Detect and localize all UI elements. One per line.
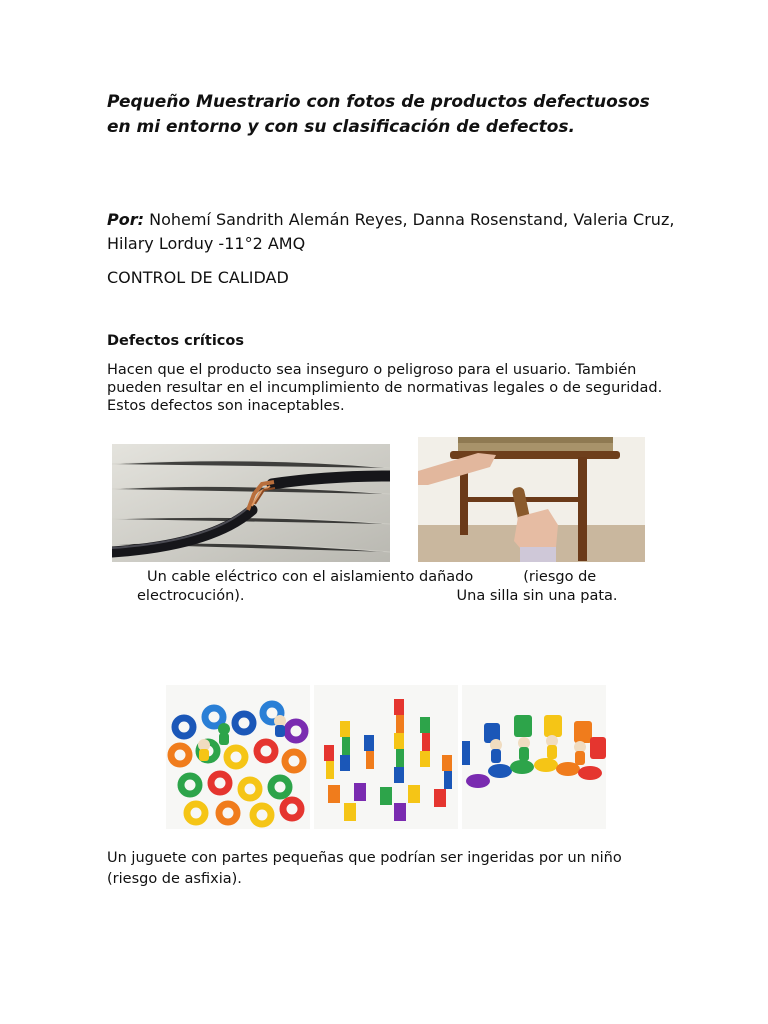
cable-caption: Un cable eléctrico con el aislamiento dañado xyxy=(147,569,474,585)
document-title: Pequeño Muestrario con fotos de productos defectuosos en mi entorno y con su clasificación de defectos. xyxy=(107,92,650,137)
cable-chair-caption xyxy=(107,568,667,606)
authors-line xyxy=(107,208,687,256)
chair-caption: Una silla sin una pata. xyxy=(456,588,618,604)
subject-title: CONTROL DE CALIDAD xyxy=(107,268,289,287)
toy-rings-photo xyxy=(166,685,310,829)
authors-names: Nohemí Sandrith Alemán Reyes, Danna Rosenstand, Valeria Cruz, Hilary Lorduy -11°2 AMQ xyxy=(107,210,675,253)
cable-caption-line2: electrocución). xyxy=(137,588,245,604)
authors-label: Por: xyxy=(107,210,145,229)
broken-chair-photo xyxy=(418,437,645,562)
toy-caption: Un juguete con partes pequeñas que podrían ser ingeridas por un niño (riesgo de asfixia). xyxy=(107,850,622,887)
section-heading: Defectos críticos xyxy=(107,333,244,349)
risk-caption-start: (riesgo de xyxy=(523,569,597,585)
damaged-cable-photo xyxy=(112,444,390,562)
toy-pegs-photo xyxy=(462,685,606,829)
section-paragraph: Hacen que el producto sea inseguro o peligroso para el usuario. También pueden resultar en el incumplimiento de normativas legales o de seguridad. Estos defectos son inaceptables. xyxy=(107,362,663,414)
toy-spools-photo xyxy=(314,685,458,829)
